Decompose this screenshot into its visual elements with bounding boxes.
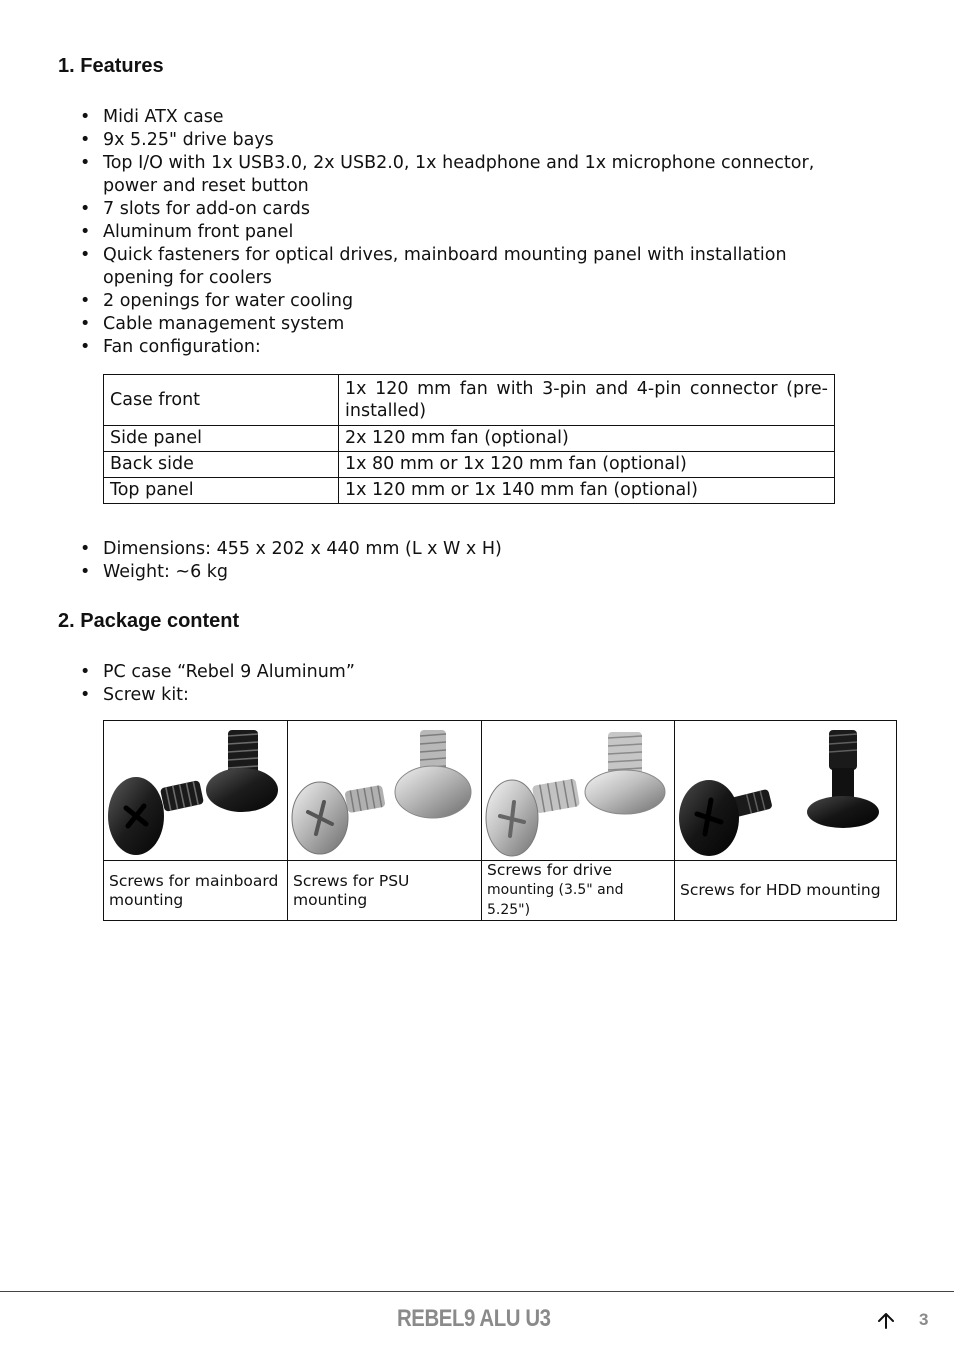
list-item: • Weight: ~6 kg — [80, 561, 850, 584]
features-list — [80, 106, 850, 359]
package-heading: 2. Package content — [58, 610, 240, 632]
arrow-up-icon[interactable] — [876, 1311, 896, 1331]
table-row — [104, 375, 835, 426]
screw-image-cell — [482, 721, 675, 861]
table-row — [104, 861, 897, 921]
screw-caption: Screws for HDD mounting — [675, 861, 897, 921]
list-item: • Quick fasteners for optical drives, mainboard mounting panel with installation opening for coolers — [80, 244, 850, 290]
psu-screws-image — [288, 722, 480, 860]
list-item: • 2 openings for water cooling — [80, 290, 850, 313]
footer-divider — [0, 1291, 954, 1292]
screw-kit-table — [103, 720, 897, 921]
screw-image-cell — [675, 721, 897, 861]
upright-screw — [206, 730, 278, 812]
table-row — [104, 426, 835, 452]
screw-caption: Screws for mainboard mounting — [104, 861, 288, 921]
fan-location-cell: Side panel — [104, 426, 339, 452]
package-list — [80, 661, 850, 707]
threaded-shaft — [160, 780, 204, 812]
fan-configuration-table — [103, 374, 835, 504]
fan-config-cell: 1x 120 mm or 1x 140 mm fan (optional) — [339, 478, 835, 504]
specs-list — [80, 538, 850, 584]
fan-location-cell: Case front — [104, 375, 339, 426]
footer-title: REBEL9 ALU U3 — [397, 1305, 551, 1332]
fan-config-cell: 2x 120 mm fan (optional) — [339, 426, 835, 452]
upright-screw — [807, 730, 879, 828]
list-item: • Cable management system — [80, 313, 850, 336]
mainboard-screws-image — [104, 722, 286, 860]
screw-caption-line: Screws for drive — [487, 861, 613, 879]
fan-config-cell: 1x 80 mm or 1x 120 mm fan (optional) — [339, 452, 835, 478]
hdd-screws-image — [675, 722, 895, 860]
screw-image-cell — [104, 721, 288, 861]
list-item: • 9x 5.25" drive bays — [80, 129, 850, 152]
table-row — [104, 452, 835, 478]
screw-caption-line: mounting (3.5" and 5.25") — [487, 882, 624, 918]
list-item: • Dimensions: 455 x 202 x 440 mm (L x W x H) — [80, 538, 850, 561]
list-item: • PC case “Rebel 9 Aluminum” — [80, 661, 850, 684]
upright-screw — [395, 730, 471, 818]
list-item: • Fan configuration: — [80, 336, 850, 359]
screw-caption: Screws for PSU mounting — [288, 861, 482, 921]
list-item: • Midi ATX case — [80, 106, 850, 129]
fan-config-cell: 1x 120 mm fan with 3-pin and 4-pin connector (pre-installed) — [339, 375, 835, 426]
list-item: • Top I/O with 1x USB3.0, 2x USB2.0, 1x headphone and 1x microphone connector, power and reset button — [80, 152, 850, 198]
fan-location-cell: Back side — [104, 452, 339, 478]
threaded-shaft — [344, 784, 385, 812]
upright-screw — [585, 732, 665, 814]
features-heading: 1. Features — [58, 55, 164, 77]
threaded-shaft — [532, 778, 580, 813]
table-row — [104, 721, 897, 861]
list-item: • Aluminum front panel — [80, 221, 850, 244]
screw-image-cell — [288, 721, 482, 861]
list-item: • Screw kit: — [80, 684, 850, 707]
list-item: • 7 slots for add-on cards — [80, 198, 850, 221]
table-row — [104, 478, 835, 504]
fan-location-cell: Top panel — [104, 478, 339, 504]
drive-screws-image — [482, 722, 673, 860]
page-number: 3 — [919, 1310, 929, 1329]
screw-caption — [482, 861, 675, 921]
